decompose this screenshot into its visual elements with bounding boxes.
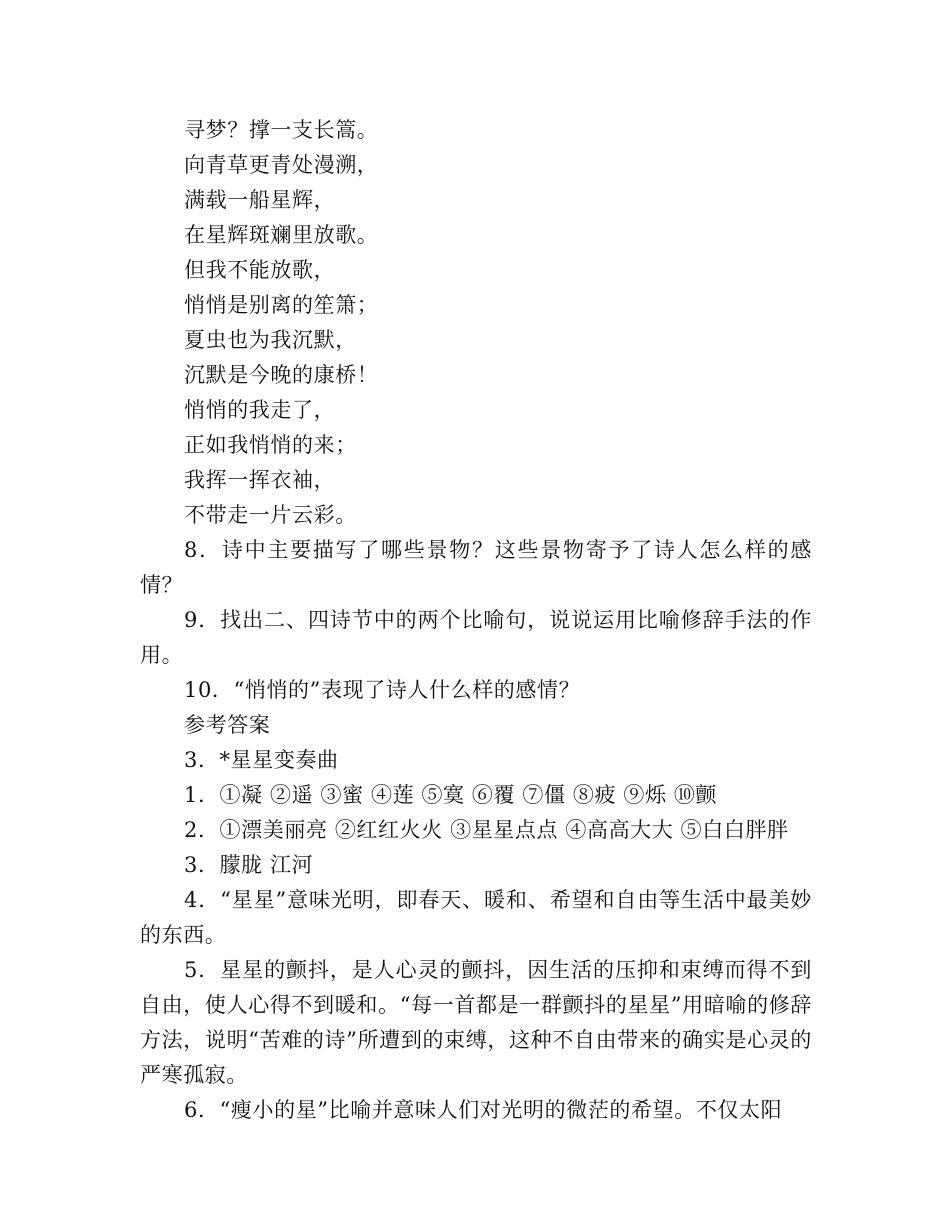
poem-line: 但我不能放歌， <box>184 258 336 282</box>
poem-line: 夏虫也为我沉默， <box>184 328 357 352</box>
poem-line: 满载一船星辉， <box>184 188 336 212</box>
answers-section-title: 3．*星星变奏曲 <box>184 748 339 772</box>
answer-2: 2．①漂美丽亮 ②红红火火 ③星星点点 ④高高大大 ⑤白白胖胖 <box>184 818 789 842</box>
poem-line: 悄悄是别离的笙箫； <box>184 293 379 317</box>
poem-line: 不带走一片云彩。 <box>184 503 357 527</box>
answer-1: 1．①凝 ②遥 ③蜜 ④莲 ⑤寞 ⑥覆 ⑦僵 ⑧疲 ⑨烁 ⑩颤 <box>184 783 718 807</box>
poem-line: 悄悄的我走了， <box>184 398 336 422</box>
page-content <box>140 113 812 1128</box>
question-10: 10．“悄悄的”表现了诗人什么样的感情？ <box>184 678 581 702</box>
poem-line: 我挥一挥衣袖， <box>184 468 336 492</box>
question-9: 9．找出二、四诗节中的两个比喻句，说说运用比喻修辞手法的作用。 <box>140 608 812 667</box>
poem-line: 正如我悄悄的来； <box>184 433 357 457</box>
answer-6: 6．“瘦小的星”比喻并意味人们对光明的微茫的希望。不仅太阳 <box>184 1098 783 1122</box>
poem-line: 沉默是今晚的康桥！ <box>184 363 379 387</box>
answer-5: 5．星星的颤抖，是人心灵的颤抖，因生活的压抑和束缚而得不到自由，使人心得不到暖和。“每一首都是一群颤抖的星星”用暗喻的修辞方法，说明“苦难的诗”所遭到的束缚，这种不自由带来的确实是心灵的严寒孤寂。 <box>140 958 812 1087</box>
question-8: 8．诗中主要描写了哪些景物？这些景物寄予了诗人怎么样的感情？ <box>140 538 812 597</box>
poem-line: 向青草更青处漫溯， <box>184 153 379 177</box>
answers-heading: 参考答案 <box>184 713 271 737</box>
answer-3: 3．朦胧 江河 <box>184 853 314 877</box>
poem-line: 在星辉斑斓里放歌。 <box>184 223 379 247</box>
answer-4: 4．“星星”意味光明，即春天、暖和、希望和自由等生活中最美妙的东西。 <box>140 888 812 947</box>
poem-line: 寻梦？撑一支长篙。 <box>184 118 379 142</box>
